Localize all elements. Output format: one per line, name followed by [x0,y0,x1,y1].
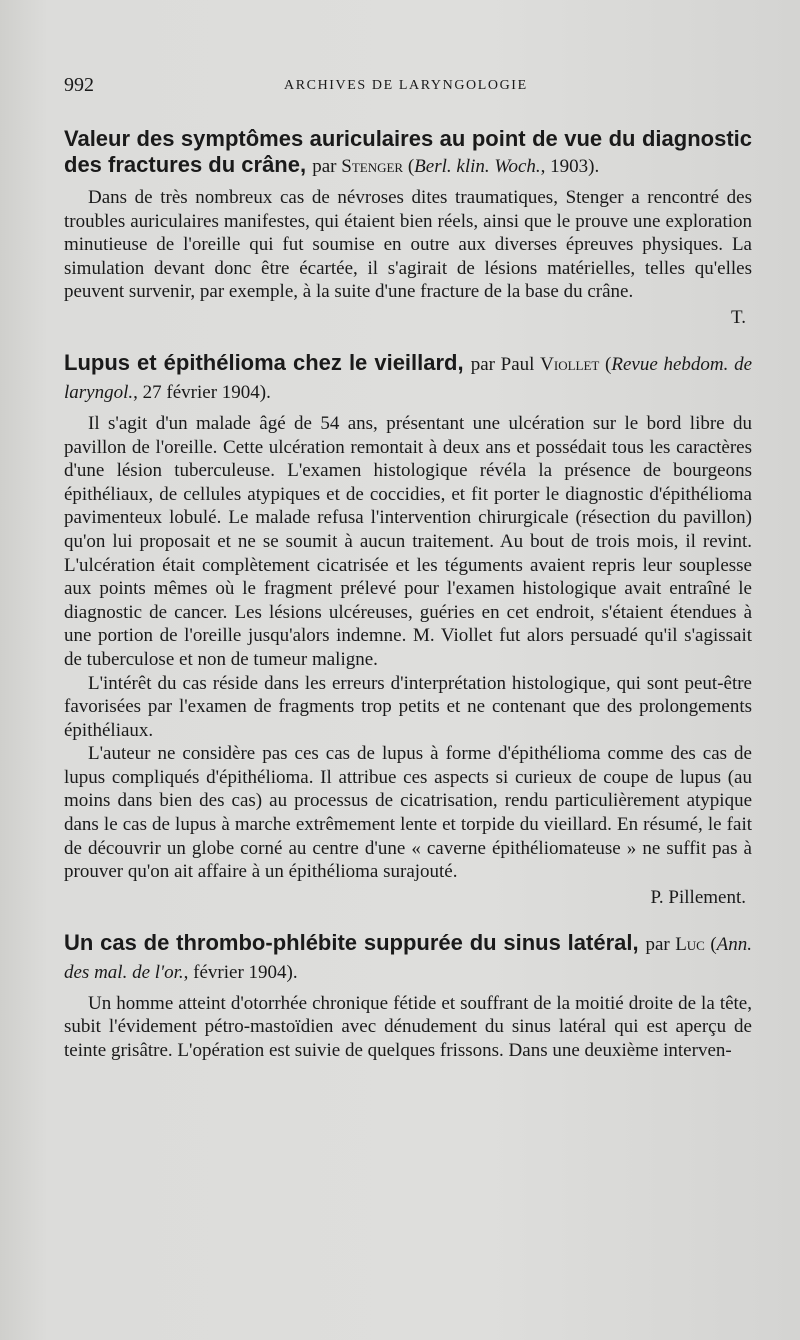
article-title [64,350,752,406]
article-title [64,930,752,986]
source-date: , 1903). [540,156,600,177]
article-paragraph: Dans de très nombreux cas de névroses dites traumatiques, Stenger a rencontré des troubles auriculaires manifestes, qui étaient bien réels, ainsi que le prouve une exploration minutieuse de l'oreille qui fut soumise en outre aux diverses épreuves physiques. La simulation devant donc être écartée, il s'agirait de lésions matérielles, telles qu'elles peuvent survenir, par exemple, à la suite d'une fracture de la base du crâne. [64,187,752,303]
title-text: Valeur des symptômes auriculaires au point de vue du diagnostic des fractures du crâne, [64,126,752,177]
by-text: par [645,933,670,955]
article-paragraph: Un homme atteint d'otorrhée chronique fétide et souffrant de la moitié droite de la tête, subit l'évidement pétro-mastoïdien avec dénudement du sinus latéral qui est aperçu de teinte grisâtre. L'opération est suivie de quelques frissons. Dans une deuxième interven- [64,992,752,1062]
source-journal: Berl. klin. Woch. [414,156,541,177]
article-3 [64,930,752,1063]
article-title [64,126,752,180]
page-number: 992 [64,74,94,96]
article-paragraph: Il s'agit d'un malade âgé de 54 ans, présentant une ulcération sur le bord libre du pavillon de l'oreille. Cette ulcération remontait à deux ans et possédait tous les caractères d'une lésion tuberculeuse. L'examen histologique révéla la présence de bourgeons épithéliaux, de cellules atypiques et de coccidies, et fit porter le diagnostic d'épithélioma pavimenteux lobulé. Le malade refusa l'intervention chirurgicale (résection du pavillon) qu'on lui proposait et ne se soumit à aucun traitement. Au bout de trois mois, il revint. L'ulcération était complètement cicatrisée et les téguments avaient repris leur souplesse aux points mêmes où le fragment prélevé pour l'examen histologique avait entraîné le diagnostic de cancer. Les lésions ulcéreuses, guéries en cet endroit, s'étaient étendues à une portion de l'oreille jusqu'alors indemne. M. Viollet fut alors persuadé qu'il s'agissait de tuberculose et non de tumeur maligne. [64,412,752,670]
title-text: Lupus et épithélioma chez le vieillard, [64,349,464,375]
author-name: Stenger [341,156,404,177]
source-date: , 27 février 1904). [133,381,271,403]
source-date: , février 1904). [183,961,298,983]
author-name: Viollet [540,353,600,375]
by-text: par Paul [470,353,535,375]
signature: T. [731,306,746,328]
running-head [64,74,752,104]
by-text: par [312,156,337,177]
source-open: ( [407,156,415,177]
article-2 [64,350,752,910]
journal-title: ARCHIVES DE LARYNGOLOGIE [284,78,528,93]
source-journal: Ann. des mal. de l'or. [64,933,753,983]
source-open: ( [710,933,717,955]
source-open: ( [605,353,612,375]
citation [312,156,599,177]
article-paragraph: L'intérêt du cas réside dans les erreurs d'interprétation histologique, qui sont peut-être favorisées par l'examen de fragments trop petits et ne contenant que des prolongements épithéliaux. [64,672,752,741]
title-text: Un cas de thrombo-phlébite suppurée du sinus latéral, [64,929,639,955]
source-journal: Revue hebdom. de laryngol. [64,353,753,403]
author-name: Luc [675,933,705,955]
article-1 [64,126,752,330]
signature: P. Pillement. [650,886,746,908]
article-paragraph: L'auteur ne considère pas ces cas de lupus à forme d'épithélioma comme des cas de lupus compliqués d'épithélioma. Il attribue ces aspects si curieux de coupe de lupus (au moins dans bien des cas) au processus de cicatrisation, rendu particulièrement atypique dans le cas de lupus à marche extrêmement lente et torpide du vieillard. En résumé, le fait de découvrir un globe corné au centre d'une « caverne épithéliomateuse » ne suffit pas à prouver qu'on ait affaire à un épithélioma surajouté. [64,743,752,883]
